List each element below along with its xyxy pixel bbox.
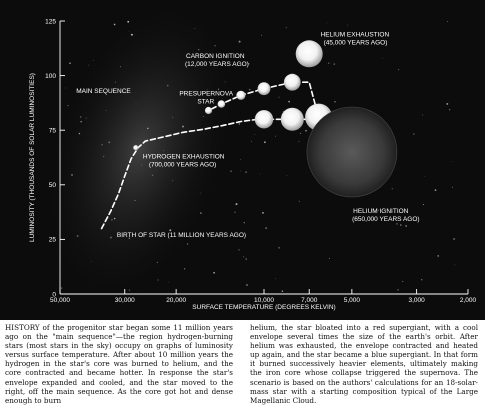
star-mark: [218, 100, 226, 108]
background-star: [278, 97, 279, 98]
star-mark: [296, 40, 323, 67]
background-star: [421, 279, 422, 280]
background-star: [265, 227, 266, 228]
background-star: [93, 60, 94, 61]
helium-ignition-time-label: (650,000 YEARS AGO): [352, 216, 420, 224]
background-star: [262, 212, 264, 214]
helium-ignition-label: HELIUM IGNITION: [353, 208, 409, 216]
background-star: [120, 66, 121, 67]
background-star: [236, 203, 238, 205]
birth-of-star-label: BIRTH OF STAR (11 MILLION YEARS AGO): [116, 232, 247, 240]
background-star: [402, 281, 403, 282]
background-star: [397, 289, 399, 291]
background-star: [251, 141, 252, 142]
background-star: [452, 187, 453, 188]
background-star: [65, 88, 66, 89]
carbon-ignition-label: CARBON IGNITION: [186, 53, 245, 61]
background-star: [243, 256, 244, 257]
y-axis-title: LUMINOSITY (THOUSANDS OF SOLAR LUMINOSITIES): [29, 73, 36, 242]
background-star: [214, 45, 215, 46]
background-star: [195, 28, 196, 29]
background-star: [334, 63, 335, 64]
star-mark: [284, 74, 301, 91]
background-star: [413, 134, 414, 135]
y-tick-label: 50: [48, 182, 56, 190]
presupernova-label: PRESUPERNOVA: [179, 90, 234, 98]
background-star: [203, 116, 204, 117]
hydrogen-exhaustion-time-label: (700,000 YEARS AGO): [148, 161, 217, 169]
background-star: [398, 69, 399, 70]
background-star: [329, 258, 330, 259]
background-star: [240, 171, 241, 172]
background-star: [200, 193, 201, 194]
background-star: [446, 103, 448, 105]
helium-exhaustion-label: HELIUM EXHAUSTION: [320, 31, 390, 39]
background-star: [328, 62, 330, 64]
background-star: [299, 141, 300, 142]
background-star: [91, 261, 92, 262]
background-star: [187, 243, 188, 244]
background-star: [200, 212, 201, 213]
star-mark: [255, 110, 273, 128]
background-star: [260, 174, 261, 175]
x-tick-label: 50,000: [50, 297, 70, 304]
background-star: [455, 264, 456, 265]
y-tick-label: 125: [45, 18, 56, 26]
background-star: [334, 101, 336, 103]
background-star: [184, 268, 185, 269]
background-star: [255, 134, 256, 135]
background-star: [88, 65, 89, 66]
background-star: [264, 141, 266, 143]
background-star: [172, 180, 173, 181]
background-star: [110, 237, 112, 239]
hydrogen-exhaustion-label: HYDROGEN EXHAUSTION: [142, 153, 225, 161]
background-star: [111, 219, 113, 221]
background-star: [114, 24, 116, 26]
background-star: [437, 255, 439, 257]
x-tick-label: 5,000: [343, 297, 360, 304]
background-star: [129, 289, 130, 290]
background-star: [141, 165, 142, 166]
background-star: [106, 110, 107, 111]
red-supergiant-mark: [307, 107, 397, 197]
star-mark: [133, 145, 138, 150]
background-star: [392, 188, 393, 189]
background-star: [182, 126, 184, 128]
caption-left-column: HISTORY of the progenitor star began some 11 million years ago on the "main sequence"—the region hydrogen-burning stars (most stars in the sky) occupy on graphs of luminosity versus surface temperature. After about 10 million years the hydrogen in the star's core was burned to helium, and the core contracted and became hotter. In response the star's envelope expanded and cooled, and the star moved to the right, off the main sequence. As the core got hot and dense enough to burn: [5, 323, 233, 405]
background-star: [422, 115, 423, 116]
star-mark: [281, 108, 304, 131]
background-star: [286, 27, 287, 28]
x-tick-label: 3,000: [408, 297, 425, 304]
background-star: [396, 223, 397, 224]
background-star: [288, 101, 290, 103]
y-tick-label: 25: [48, 236, 56, 244]
background-star: [230, 170, 232, 172]
background-star: [451, 161, 452, 162]
background-star: [239, 123, 240, 124]
x-tick-label: 20,000: [166, 297, 187, 304]
background-star: [275, 136, 276, 137]
background-star: [453, 238, 455, 240]
helium-exhaustion-time-label: (45,000 YEARS AGO): [323, 39, 388, 47]
background-star: [238, 249, 239, 250]
background-star: [108, 141, 110, 143]
background-star: [80, 121, 81, 122]
background-star: [234, 211, 236, 213]
background-star: [382, 58, 383, 59]
background-star: [287, 175, 288, 176]
background-star: [71, 174, 73, 176]
y-tick-label: 100: [45, 72, 56, 80]
background-star: [115, 81, 116, 82]
background-star: [300, 133, 301, 134]
background-star: [158, 280, 159, 281]
background-star: [172, 117, 173, 118]
background-star: [246, 284, 248, 286]
background-star: [136, 104, 137, 105]
background-star: [67, 105, 68, 106]
background-star: [169, 282, 170, 283]
background-star: [128, 31, 129, 32]
background-star: [198, 49, 200, 51]
background-star: [135, 200, 136, 201]
star-mark: [258, 82, 271, 95]
presupernova-star-label: STAR: [197, 98, 215, 106]
background-star: [405, 225, 406, 226]
background-star: [240, 159, 241, 160]
background-star: [249, 89, 251, 91]
background-star: [69, 62, 71, 64]
background-star: [103, 156, 104, 157]
background-star: [114, 218, 115, 219]
background-star: [275, 278, 276, 279]
background-star: [225, 81, 226, 82]
background-star: [245, 171, 247, 173]
background-star: [424, 176, 425, 177]
background-star: [299, 201, 300, 202]
caption-right-column: helium, the star bloated into a red supergiant, with a cool envelope several times the size of the earth's orbit. After helium was exhausted, the envelope contracted and heated up again, and the star became a blue supergiant. In that form it burned successively heavier elements, ultimately making the iron core whose collapse triggered the supernova. The scenario is based on the authors' calculations for an 18-solar-mass star with a starting composition typical of the Large Magellanic Cloud.: [250, 323, 478, 405]
figure-caption: [0, 320, 485, 405]
background-star: [282, 291, 283, 292]
x-tick-label: 7,000: [301, 297, 318, 304]
background-star: [400, 224, 402, 226]
background-star: [169, 229, 171, 231]
background-star: [167, 85, 169, 87]
star-mark: [236, 91, 245, 100]
background-star: [86, 118, 87, 119]
x-axis-title: SURFACE TEMPERATURE (DEGREES KELVIN): [192, 304, 336, 311]
background-star: [61, 287, 62, 288]
background-star: [77, 235, 79, 237]
background-star: [80, 116, 81, 117]
background-star: [347, 25, 348, 26]
background-star: [131, 34, 133, 36]
background-star: [278, 247, 280, 249]
background-star: [244, 222, 245, 223]
y-tick-label: 75: [48, 127, 56, 135]
x-tick-label: 10,000: [254, 297, 274, 304]
y-tick-label: 0: [52, 291, 56, 299]
background-star: [327, 23, 328, 24]
background-star: [305, 130, 307, 132]
background-star: [239, 41, 241, 43]
star-mark: [205, 107, 212, 114]
background-star: [79, 133, 81, 135]
background-star: [449, 109, 450, 110]
background-star: [163, 150, 164, 151]
background-star: [152, 175, 153, 176]
background-star: [222, 98, 223, 99]
background-star: [101, 144, 103, 146]
background-star: [435, 189, 437, 191]
background-star: [283, 111, 284, 112]
background-star: [127, 21, 129, 23]
x-tick-label: 30,000: [114, 297, 135, 304]
carbon-ignition-time-label: (12,000 YEARS AGO): [185, 61, 249, 69]
background-star: [147, 128, 149, 130]
background-star: [245, 258, 246, 259]
background-star: [157, 262, 158, 263]
main-sequence-label: MAIN SEQUENCE: [76, 88, 131, 96]
x-tick-label: 2,000: [459, 297, 477, 304]
background-star: [447, 21, 448, 22]
background-star: [261, 35, 262, 36]
background-star: [213, 272, 215, 274]
background-star: [423, 204, 424, 205]
